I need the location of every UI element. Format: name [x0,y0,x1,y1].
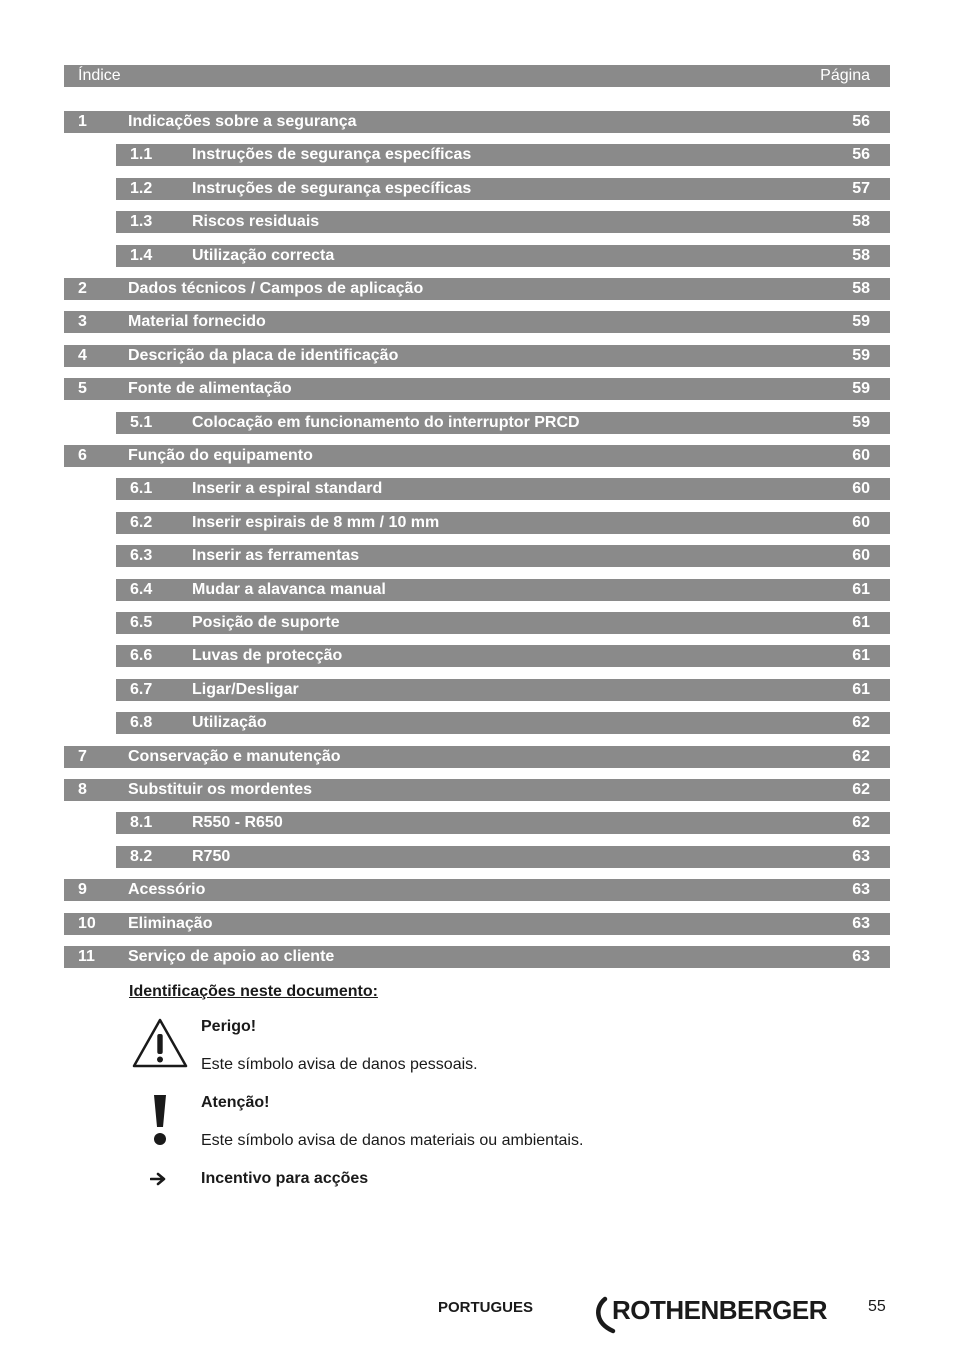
toc-subsection-row [116,612,890,634]
toc-title: R550 - R650 [192,814,283,831]
toc-number: 6.1 [130,480,153,497]
toc-page-number: 58 [852,247,870,264]
brand-logo-text: ROTHENBERGER [612,1295,828,1325]
toc-subsection-row [116,144,890,166]
toc-page-number: 62 [852,748,870,765]
toc-number: 8 [78,781,87,798]
toc-title: Utilização [192,714,267,731]
toc-title: Instruções de segurança específicas [192,180,472,197]
legend-heading: Identificações neste documento: [129,983,378,1000]
toc-page-number: 58 [852,280,870,297]
toc-section-row [64,111,890,133]
toc-page-number: 56 [852,146,870,163]
toc-section-row [64,311,890,333]
attention-title: Atenção! [201,1094,270,1111]
toc-number: 1.3 [130,213,153,230]
toc-subsection-row [116,579,890,601]
toc-page-number: 59 [852,414,870,431]
toc-number: 6.5 [130,614,153,631]
toc-title: Substituir os mordentes [128,781,313,798]
toc-number: 6.7 [130,681,153,698]
toc-title: Luvas de protecção [192,647,343,664]
toc-title: Riscos residuais [192,213,320,230]
toc-number: 1.2 [130,180,153,197]
toc-section-row [64,913,890,935]
toc-subsection-row [116,812,890,834]
footer-language: PORTUGUES [438,1299,534,1316]
toc-number: 10 [78,915,96,932]
toc-page-number: 62 [852,781,870,798]
toc-title: Material fornecido [128,313,266,330]
toc-number: 6.3 [130,547,153,564]
toc-subsection-row [116,512,890,534]
toc-number: 1.4 [130,247,153,264]
toc-title: Conservação e manutenção [128,748,341,765]
toc-title: Indicações sobre a segurança [128,113,357,130]
toc-section-row [64,378,890,400]
toc-section-row [64,345,890,367]
exclamation-icon [152,1093,168,1147]
toc-page-number: 56 [852,113,870,130]
toc-section-row [64,445,890,467]
attention-text: Este símbolo avisa de danos materiais ou ambientais. [201,1132,584,1149]
toc-number: 6.8 [130,714,153,731]
toc-title: Eliminação [128,915,213,932]
toc-title: Instruções de segurança específicas [192,146,472,163]
toc-number: 2 [78,280,87,297]
toc-subsection-row [116,245,890,267]
action-text: Incentivo para acções [201,1170,369,1187]
toc-page-number: 62 [852,714,870,731]
toc-number: 1.1 [130,146,153,163]
toc-number: 8.1 [130,814,153,831]
toc-number: 9 [78,881,87,898]
toc-number: 8.2 [130,848,153,865]
toc-number: 3 [78,313,87,330]
toc-number: 6.6 [130,647,153,664]
toc-page-number: 59 [852,313,870,330]
toc-section-row [64,746,890,768]
toc-number: 5 [78,380,87,397]
toc-subsection-row [116,846,890,868]
toc-number: 5.1 [130,414,153,431]
toc-title: Colocação em funcionamento do interruptor PRCD [192,414,580,431]
toc-header-title: Índice [78,67,121,84]
toc-page-number: 61 [852,614,870,631]
toc-subsection-row [116,178,890,200]
toc-title: Inserir as ferramentas [192,547,360,564]
toc-subsection-row [116,712,890,734]
toc-page-number: 61 [852,681,870,698]
toc-section-row [64,946,890,968]
toc-title: Acessório [128,881,206,898]
toc-subsection-row [116,679,890,701]
toc-title: Fonte de alimentação [128,380,292,397]
toc-title: Posição de suporte [192,614,340,631]
toc-page-number: 63 [852,848,870,865]
toc-number: 4 [78,347,87,364]
toc-number: 6.4 [130,581,153,598]
toc-header-page-label: Página [820,67,870,84]
toc-title: Ligar/Desligar [192,681,299,698]
toc-title: Dados técnicos / Campos de aplicação [128,280,424,297]
toc-page-number: 61 [852,647,870,664]
toc-section-row [64,779,890,801]
toc-page-number: 60 [852,547,870,564]
danger-title: Perigo! [201,1018,257,1035]
toc-title: Função do equipamento [128,447,313,464]
toc-page-number: 60 [852,447,870,464]
toc-page-number: 63 [852,881,870,898]
warning-triangle-icon [131,1017,189,1069]
toc-page-number: 57 [852,180,870,197]
toc-subsection-row [116,545,890,567]
toc-number: 6 [78,447,87,464]
danger-text: Este símbolo avisa de danos pessoais. [201,1056,478,1073]
toc-section-row [64,278,890,300]
page-number: 55 [868,1298,886,1315]
toc-title: Serviço de apoio ao cliente [128,948,335,965]
toc-title: Inserir a espiral standard [192,480,383,497]
toc-page-number: 59 [852,380,870,397]
toc-number: 1 [78,113,87,130]
toc-page-number: 58 [852,213,870,230]
toc-page-number: 63 [852,915,870,932]
toc-title: Utilização correcta [192,247,335,264]
toc-title: Descrição da placa de identificação [128,347,399,364]
toc-header-bar [64,65,890,87]
toc-title: Mudar a alavanca manual [192,581,386,598]
toc-page-number: 59 [852,347,870,364]
toc-section-row [64,879,890,901]
toc-title: R750 [192,848,231,865]
toc-title: Inserir espirais de 8 mm / 10 mm [192,514,440,531]
toc-page-number: 61 [852,581,870,598]
arrow-right-icon [150,1172,166,1186]
toc-number: 6.2 [130,514,153,531]
toc-subsection-row [116,412,890,434]
toc-subsection-row [116,478,890,500]
toc-page-number: 63 [852,948,870,965]
toc-page-number: 60 [852,480,870,497]
toc-subsection-row [116,211,890,233]
toc-page-number: 60 [852,514,870,531]
toc-page-number: 62 [852,814,870,831]
toc-number: 7 [78,748,87,765]
toc-subsection-row [116,645,890,667]
toc-number: 11 [78,948,95,965]
